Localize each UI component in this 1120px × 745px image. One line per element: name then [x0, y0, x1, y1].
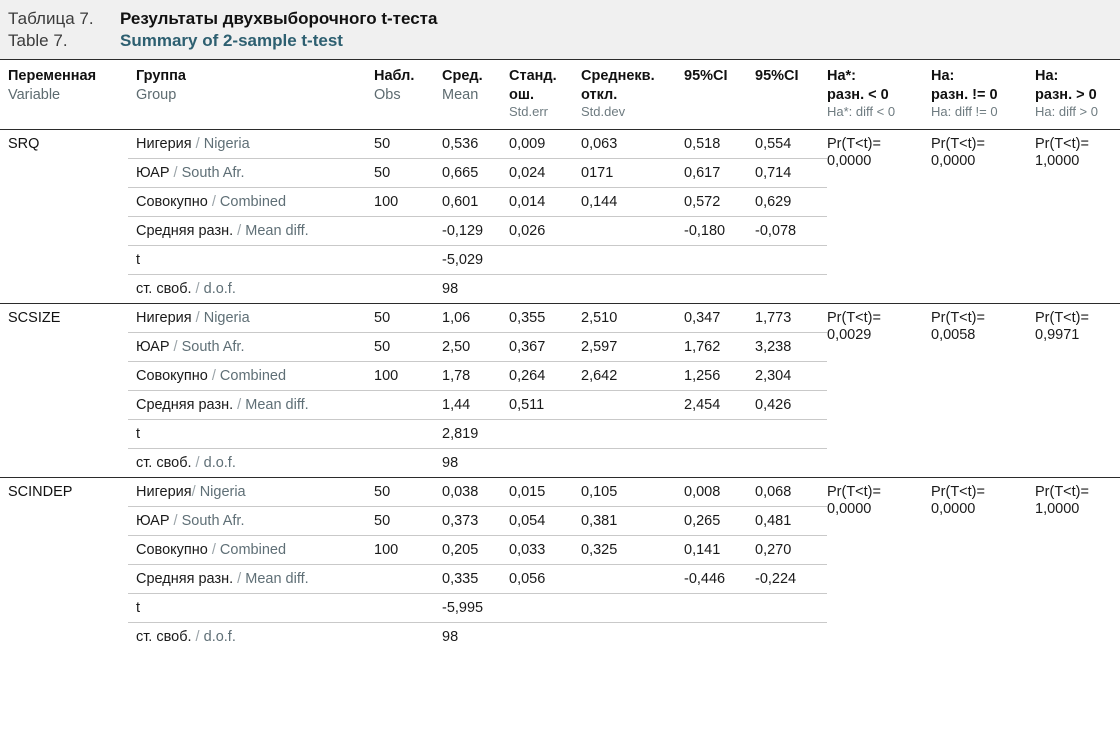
cell-ci-high: -0,078 — [755, 216, 827, 245]
cell-stderr: 0,056 — [509, 564, 581, 593]
cell-ci-low: 0,572 — [684, 187, 755, 216]
cell-ci-low: 0,141 — [684, 535, 755, 564]
variable-name-scsize: SCSIZE — [0, 303, 128, 477]
ha-lt-line2: 0,0000 — [827, 501, 872, 518]
cell-stddev — [581, 274, 684, 303]
cell-ha-lt — [827, 477, 931, 651]
group-label-nigeria: Нигерия/ Nigeria — [128, 477, 374, 506]
cell-stderr: 0,009 — [509, 129, 581, 158]
table-caption — [0, 0, 1120, 59]
cell-ci-low: 0,347 — [684, 303, 755, 332]
group-label-t — [128, 245, 374, 274]
header-ha-lt-ru1: Ha*: — [827, 68, 857, 84]
ha-gt-line1: Pr(T<t)= — [1035, 483, 1089, 500]
table-header — [0, 60, 1120, 130]
cell-obs: 100 — [374, 187, 442, 216]
group-ru: ЮАР — [136, 164, 170, 181]
cell-stderr — [509, 448, 581, 477]
group-label-dof: ст. своб. / d.o.f. — [136, 454, 236, 471]
ha-ne-line1: Pr(T<t)= — [931, 135, 985, 152]
group-ru: Совокупно — [136, 193, 208, 210]
cell-stderr: 0,014 — [509, 187, 581, 216]
header-cell-ha-ne — [931, 60, 1035, 130]
table-row — [0, 129, 1120, 158]
group-label-south-africa: ЮАР / South Afr. — [128, 506, 374, 535]
group-label-south-africa: ЮАР / South Afr. — [128, 158, 374, 187]
cell-stderr — [509, 593, 581, 622]
cell-ha-ne — [931, 129, 1035, 303]
cell-stddev — [581, 622, 684, 651]
header-stddev-en: Std.dev — [581, 104, 626, 120]
group-en: d.o.f. — [203, 280, 236, 297]
caption-english-row — [8, 30, 1112, 52]
cell-ci-low: 0,617 — [684, 158, 755, 187]
header-obs-en: Obs — [374, 86, 401, 103]
cell-stderr — [509, 622, 581, 651]
cell-mean: -0,129 — [442, 216, 509, 245]
cell-ha-lt — [827, 129, 931, 303]
cell-stderr: 0,355 — [509, 303, 581, 332]
group-en: Mean diff. — [245, 222, 309, 239]
group-ru: Нигерия — [136, 483, 192, 500]
cell-ci-high — [755, 419, 827, 448]
header-cell-variable — [0, 60, 128, 130]
cell-stddev — [581, 390, 684, 419]
ha-gt-line1: Pr(T<t)= — [1035, 309, 1089, 326]
cell-ci-low: 0,265 — [684, 506, 755, 535]
group-label-t — [128, 419, 374, 448]
cell-stderr — [509, 245, 581, 274]
cell-stddev: 0,325 — [581, 535, 684, 564]
cell-obs — [374, 216, 442, 245]
ha-lt-line1: Pr(T<t)= — [827, 135, 881, 152]
cell-ci-high: 3,238 — [755, 332, 827, 361]
table-row — [0, 477, 1120, 506]
cell-ci-low: -0,180 — [684, 216, 755, 245]
header-cell-obs — [374, 60, 442, 130]
group-en: South Afr. — [181, 164, 245, 181]
cell-mean: 0,205 — [442, 535, 509, 564]
group-en: South Afr. — [181, 338, 245, 355]
group-label-dof: ст. своб. / d.o.f. — [136, 628, 236, 645]
header-group-ru: Группа — [136, 68, 186, 84]
cell-mean: 98 — [442, 628, 459, 645]
cell-ci-high — [755, 245, 827, 274]
cell-stddev — [581, 419, 684, 448]
caption-title-ru: Результаты двухвыборочного t-теста — [120, 9, 438, 28]
header-stderr-en: Std.err — [509, 104, 549, 120]
group-label-combined: Совокупно / Combined — [128, 535, 374, 564]
header-ha-lt-en: Ha*: diff < 0 — [827, 104, 896, 120]
cell-stderr: 0,024 — [509, 158, 581, 187]
cell-obs: 50 — [374, 129, 442, 158]
cell-ci-low: 1,762 — [684, 332, 755, 361]
cell-mean: -5,995 — [442, 593, 509, 622]
ha-ne-line1: Pr(T<t)= — [931, 309, 985, 326]
ha-lt-line1: Pr(T<t)= — [827, 483, 881, 500]
group-ru: Нигерия — [136, 309, 192, 326]
header-ha-ne-en: Ha: diff != 0 — [931, 104, 998, 120]
cell-ci-low: 0,518 — [684, 129, 755, 158]
cell-ci-high: 0,714 — [755, 158, 827, 187]
cell-obs: 50 — [374, 506, 442, 535]
cell-stddev: 0,381 — [581, 506, 684, 535]
cell-stddev — [581, 593, 684, 622]
header-mean-en: Mean — [442, 86, 479, 103]
ha-lt-line2: 0,0000 — [827, 153, 872, 170]
header-cell-ha-gt — [1035, 60, 1120, 130]
cell-stderr: 0,264 — [509, 361, 581, 390]
header-cell-stddev — [581, 60, 684, 130]
ha-gt-line1: Pr(T<t)= — [1035, 135, 1089, 152]
variable-name-srq: SRQ — [0, 129, 128, 303]
cell-ci-high: 0,481 — [755, 506, 827, 535]
header-ci-high: 95%CI — [755, 68, 799, 84]
cell-obs — [374, 593, 442, 622]
cell-stddev: 0,144 — [581, 187, 684, 216]
ha-gt-line2: 1,0000 — [1035, 501, 1080, 518]
cell-stddev — [581, 245, 684, 274]
variable-name-scindep: SCINDEP — [0, 477, 128, 651]
header-stddev-ru: Среднекв. откл. — [581, 68, 655, 103]
cell-ci-low — [684, 274, 755, 303]
cell-obs: 50 — [374, 303, 442, 332]
header-cell-ha-lt — [827, 60, 931, 130]
cell-obs: 100 — [374, 361, 442, 390]
cell-ci-low: 0,008 — [684, 477, 755, 506]
cell-ci-high — [755, 274, 827, 303]
cell-obs — [374, 448, 442, 477]
cell-stderr — [509, 419, 581, 448]
cell-ci-low — [684, 448, 755, 477]
cell-stddev: 0171 — [581, 158, 684, 187]
group-en: Combined — [219, 541, 287, 558]
cell-stddev: 2,597 — [581, 332, 684, 361]
cell-stderr: 0,511 — [509, 390, 581, 419]
cell-mean: 1,06 — [442, 303, 509, 332]
group-label-mean-diff: Средняя разн. / Mean diff. — [128, 564, 374, 593]
cell-obs — [374, 419, 442, 448]
header-cell-group — [128, 60, 374, 130]
cell-ha-gt — [1035, 303, 1120, 477]
cell-stderr: 0,367 — [509, 332, 581, 361]
ha-lt-line2: 0,0029 — [827, 327, 872, 344]
header-ha-ne-ru1: Ha: — [931, 68, 955, 84]
cell-obs — [374, 245, 442, 274]
cell-mean: -5,029 — [442, 245, 509, 274]
group-ru: Совокупно — [136, 367, 208, 384]
cell-obs: 50 — [374, 477, 442, 506]
header-variable-ru: Переменная — [8, 68, 97, 84]
header-ci-low: 95%CI — [684, 68, 728, 84]
cell-stderr: 0,026 — [509, 216, 581, 245]
header-variable-en: Variable — [8, 86, 61, 103]
cell-obs: 50 — [374, 158, 442, 187]
cell-mean: 1,44 — [442, 390, 509, 419]
cell-ci-high — [755, 622, 827, 651]
cell-ci-high: 0,270 — [755, 535, 827, 564]
cell-ci-low — [684, 593, 755, 622]
cell-mean: 0,373 — [442, 506, 509, 535]
group-label-mean-diff: Средняя разн. / Mean diff. — [128, 390, 374, 419]
header-group-en: Group — [136, 86, 177, 103]
cell-mean: 1,78 — [442, 361, 509, 390]
cell-stderr: 0,054 — [509, 506, 581, 535]
group-ru: Средняя разн. — [136, 396, 234, 413]
cell-ci-low — [684, 622, 755, 651]
cell-mean: 2,50 — [442, 332, 509, 361]
header-row — [0, 60, 1120, 130]
group-label-dof: ст. своб. / d.o.f. — [136, 280, 236, 297]
cell-obs — [374, 564, 442, 593]
cell-stddev — [581, 564, 684, 593]
ha-ne-line2: 0,0000 — [931, 501, 976, 518]
cell-ci-high: 0,629 — [755, 187, 827, 216]
ha-ne-line2: 0,0058 — [931, 327, 976, 344]
group-ru: ст. своб. — [136, 280, 192, 297]
cell-stderr: 0,015 — [509, 477, 581, 506]
caption-label-en: Table 7. — [8, 31, 68, 51]
group-en: Combined — [219, 367, 287, 384]
cell-ci-high: 2,304 — [755, 361, 827, 390]
header-cell-ci-low — [684, 60, 755, 130]
group-en: South Afr. — [181, 512, 245, 529]
ha-gt-line2: 0,9971 — [1035, 327, 1080, 344]
header-ha-gt-en: Ha: diff > 0 — [1035, 104, 1098, 120]
cell-ci-high — [755, 448, 827, 477]
header-ha-gt-ru2: разн. > 0 — [1035, 86, 1097, 103]
group-en: d.o.f. — [203, 454, 236, 471]
group-ru: ЮАР — [136, 338, 170, 355]
cell-ha-ne — [931, 303, 1035, 477]
group-en: Nigeria — [199, 483, 246, 500]
cell-stddev: 2,642 — [581, 361, 684, 390]
group-en: Combined — [219, 193, 287, 210]
cell-stddev: 0,063 — [581, 129, 684, 158]
header-cell-stderr — [509, 60, 581, 130]
group-label-nigeria: Нигерия / Nigeria — [128, 303, 374, 332]
cell-ci-high: 0,068 — [755, 477, 827, 506]
caption-russian-row — [8, 8, 1112, 30]
group-ru: Совокупно — [136, 541, 208, 558]
cell-ci-high: 0,554 — [755, 129, 827, 158]
ha-ne-line1: Pr(T<t)= — [931, 483, 985, 500]
group-ru: t — [136, 425, 141, 442]
cell-ci-low — [684, 245, 755, 274]
cell-obs — [374, 274, 442, 303]
cell-obs: 100 — [374, 535, 442, 564]
cell-mean: 0,536 — [442, 129, 509, 158]
group-label-combined: Совокупно / Combined — [128, 187, 374, 216]
cell-ci-high: 0,426 — [755, 390, 827, 419]
cell-stddev — [581, 448, 684, 477]
cell-stddev — [581, 216, 684, 245]
cell-mean: 98 — [442, 454, 459, 471]
cell-ha-ne — [931, 477, 1035, 651]
ha-ne-line2: 0,0000 — [931, 153, 976, 170]
group-en: Mean diff. — [245, 396, 309, 413]
group-ru: Нигерия — [136, 135, 192, 152]
group-en: Nigeria — [203, 309, 250, 326]
header-mean-ru: Сред. — [442, 68, 483, 84]
cell-ci-high: -0,224 — [755, 564, 827, 593]
cell-stddev: 2,510 — [581, 303, 684, 332]
group-ru: ст. своб. — [136, 454, 192, 471]
header-cell-mean — [442, 60, 509, 130]
caption-label-ru: Таблица 7. — [8, 9, 94, 28]
cell-ci-high — [755, 593, 827, 622]
cell-mean: 2,819 — [442, 419, 509, 448]
cell-stderr — [509, 274, 581, 303]
cell-mean: 0,665 — [442, 158, 509, 187]
cell-mean: 0,335 — [442, 564, 509, 593]
cell-ci-high: 1,773 — [755, 303, 827, 332]
group-ru: t — [136, 251, 141, 268]
header-ha-gt-ru1: Ha: — [1035, 68, 1059, 84]
group-en: Nigeria — [203, 135, 250, 152]
cell-ci-low: 1,256 — [684, 361, 755, 390]
cell-ci-low: 2,454 — [684, 390, 755, 419]
caption-title-en: Summary of 2-sample t-test — [120, 31, 343, 51]
cell-obs: 50 — [374, 332, 442, 361]
header-cell-ci-high — [755, 60, 827, 130]
cell-ha-gt — [1035, 477, 1120, 651]
group-label-combined: Совокупно / Combined — [128, 361, 374, 390]
group-label-south-africa: ЮАР / South Afr. — [128, 332, 374, 361]
group-label-nigeria: Нигерия / Nigeria — [128, 129, 374, 158]
header-ha-ne-ru2: разн. != 0 — [931, 86, 998, 103]
cell-stderr: 0,033 — [509, 535, 581, 564]
cell-ha-lt — [827, 303, 931, 477]
cell-ha-gt — [1035, 129, 1120, 303]
cell-mean: 0,038 — [442, 477, 509, 506]
t-test-table — [0, 59, 1120, 651]
cell-ci-low: -0,446 — [684, 564, 755, 593]
ha-gt-line2: 1,0000 — [1035, 153, 1080, 170]
group-ru: ЮАР — [136, 512, 170, 529]
table-body — [0, 129, 1120, 651]
group-ru: Средняя разн. — [136, 222, 234, 239]
group-label-t — [128, 593, 374, 622]
table-row — [0, 303, 1120, 332]
group-en: Mean diff. — [245, 570, 309, 587]
cell-ci-low — [684, 419, 755, 448]
cell-obs — [374, 390, 442, 419]
cell-mean: 98 — [442, 280, 459, 297]
group-ru: Средняя разн. — [136, 570, 234, 587]
group-ru: ст. своб. — [136, 628, 192, 645]
group-label-mean-diff: Средняя разн. / Mean diff. — [128, 216, 374, 245]
header-stderr-ru: Станд. ош. — [509, 68, 557, 103]
header-obs-ru: Набл. — [374, 68, 415, 84]
group-en: d.o.f. — [203, 628, 236, 645]
ha-lt-line1: Pr(T<t)= — [827, 309, 881, 326]
cell-obs — [374, 622, 442, 651]
cell-stddev: 0,105 — [581, 477, 684, 506]
header-ha-lt-ru2: разн. < 0 — [827, 86, 889, 103]
cell-mean: 0,601 — [442, 187, 509, 216]
group-ru: t — [136, 599, 141, 616]
